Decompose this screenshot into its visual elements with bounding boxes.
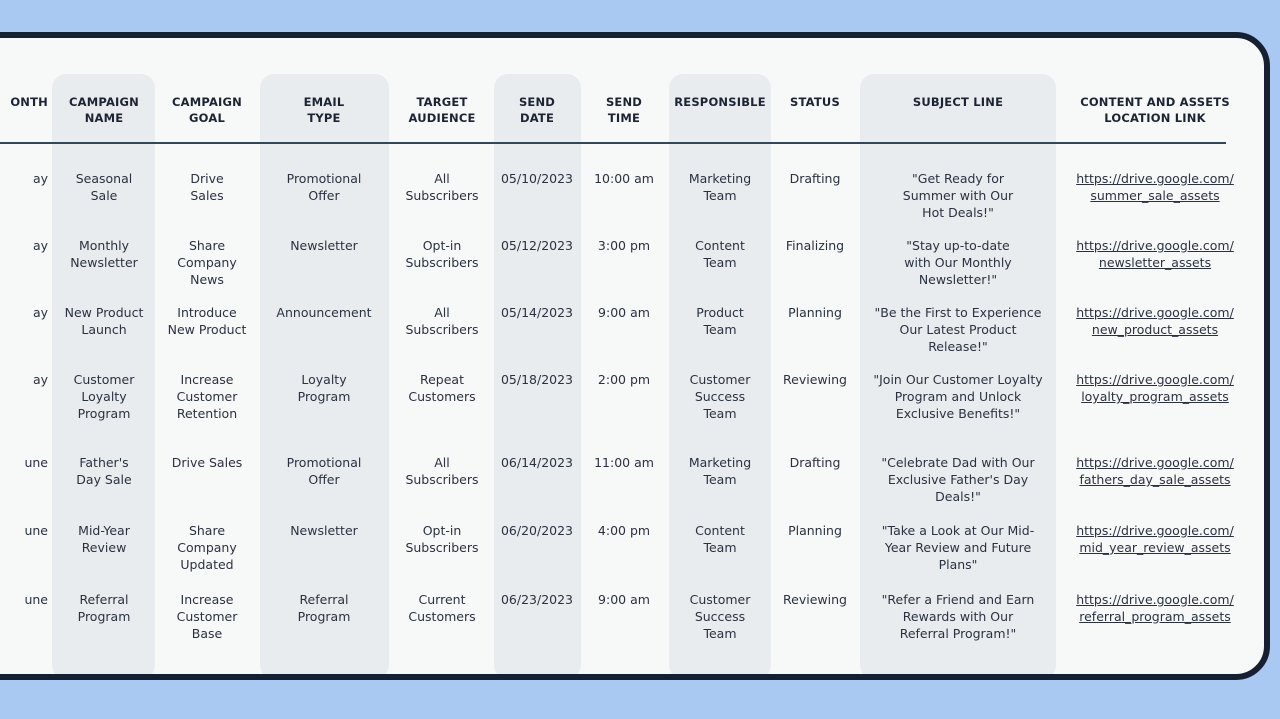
cell-name: New Product Launch (64, 305, 144, 337)
cell-type: Newsletter (290, 523, 358, 538)
cell-goal: Introduce New Product (167, 305, 247, 337)
cell-goal: Drive Sales (171, 455, 243, 470)
cell-type: Newsletter (290, 238, 358, 253)
cell-resp: Content Team (695, 523, 745, 555)
cell-resp: Customer Success Team (689, 592, 751, 641)
cell-month: ay (32, 171, 48, 186)
cell-audience: Repeat Customers (408, 372, 476, 404)
asset-link[interactable]: https://drive.google.com/ summer_sale_assets (1076, 171, 1234, 203)
campaign-table-card (0, 32, 1270, 680)
cell-subject: "Take a Look at Our Mid- Year Review and Future Plans" (881, 523, 1035, 572)
asset-link[interactable]: https://drive.google.com/ mid_year_review_assets (1076, 523, 1234, 555)
cell-status: Reviewing (783, 592, 847, 607)
cell-time: 3:00 pm (597, 238, 651, 253)
column-header-goal: CAMPAIGN GOAL (172, 95, 242, 125)
column-header-resp: RESPONSIBLE (674, 95, 766, 109)
cell-month: une (24, 455, 48, 470)
cell-type: Promotional Offer (286, 171, 362, 203)
cell-date: 05/12/2023 (500, 238, 574, 253)
cell-audience: Current Customers (408, 592, 476, 624)
cell-goal: Share Company Updated (177, 523, 237, 572)
cell-audience: All Subscribers (405, 455, 479, 487)
asset-link[interactable]: https://drive.google.com/ new_product_assets (1076, 305, 1234, 337)
column-header-subject: SUBJECT LINE (912, 95, 1004, 109)
cell-resp: Marketing Team (688, 455, 752, 487)
cell-name: Monthly Newsletter (70, 238, 138, 270)
cell-date: 06/14/2023 (500, 455, 574, 470)
cell-status: Planning (788, 305, 842, 320)
cell-goal: Increase Customer Base (176, 592, 238, 641)
cell-date: 06/23/2023 (500, 592, 574, 607)
cell-name: Customer Loyalty Program (73, 372, 135, 421)
cell-type: Loyalty Program (297, 372, 351, 404)
cell-month: une (24, 592, 48, 607)
cell-time: 4:00 pm (597, 523, 651, 538)
cell-goal: Drive Sales (190, 171, 224, 203)
cell-month: ay (32, 372, 48, 387)
cell-date: 05/10/2023 (500, 171, 574, 186)
cell-month: ay (32, 238, 48, 253)
cell-name: Referral Program (77, 592, 131, 624)
cell-audience: Opt-in Subscribers (405, 238, 479, 270)
cell-goal: Increase Customer Retention (176, 372, 238, 421)
cell-audience: All Subscribers (405, 171, 479, 203)
cell-type: Referral Program (297, 592, 351, 624)
cell-month: ay (32, 305, 48, 320)
column-header-name: CAMPAIGN NAME (69, 95, 139, 125)
cell-time: 9:00 am (598, 305, 650, 320)
cell-month: une (24, 523, 48, 538)
cell-time: 11:00 am (594, 455, 654, 470)
header-divider (0, 142, 1226, 144)
cell-date: 05/18/2023 (500, 372, 574, 387)
cell-date: 05/14/2023 (500, 305, 574, 320)
cell-status: Drafting (789, 455, 841, 470)
cell-time: 2:00 pm (597, 372, 651, 387)
cell-time: 9:00 am (598, 592, 650, 607)
column-header-type: EMAIL TYPE (303, 95, 345, 125)
cell-time: 10:00 am (594, 171, 654, 186)
cell-status: Drafting (789, 171, 841, 186)
column-header-audience: TARGET AUDIENCE (408, 95, 476, 125)
cell-name: Seasonal Sale (75, 171, 133, 203)
cell-goal: Share Company News (177, 238, 237, 287)
cell-type: Announcement (276, 305, 372, 320)
cell-status: Reviewing (783, 372, 847, 387)
cell-date: 06/20/2023 (500, 523, 574, 538)
asset-link[interactable]: https://drive.google.com/ newsletter_assets (1076, 238, 1234, 270)
cell-audience: Opt-in Subscribers (405, 523, 479, 555)
cell-resp: Content Team (695, 238, 745, 270)
cell-name: Father's Day Sale (76, 455, 132, 487)
cell-subject: "Refer a Friend and Earn Rewards with Our Referral Program!" (881, 592, 1035, 641)
cell-subject: "Be the First to Experience Our Latest Product Release!" (874, 305, 1042, 354)
asset-link[interactable]: https://drive.google.com/ referral_program_assets (1076, 592, 1234, 624)
column-header-link: CONTENT AND ASSETS LOCATION LINK (1080, 95, 1230, 125)
cell-subject: "Join Our Customer Loyalty Program and Unlock Exclusive Benefits!" (873, 372, 1043, 421)
cell-subject: "Stay up-to-date with Our Monthly Newsletter!" (904, 238, 1012, 287)
cell-status: Planning (788, 523, 842, 538)
cell-type: Promotional Offer (286, 455, 362, 487)
cell-resp: Customer Success Team (689, 372, 751, 421)
column-header-month: ONTH (10, 95, 48, 109)
asset-link[interactable]: https://drive.google.com/ loyalty_program_assets (1076, 372, 1234, 404)
asset-link[interactable]: https://drive.google.com/ fathers_day_sale_assets (1076, 455, 1234, 487)
cell-resp: Product Team (696, 305, 744, 337)
cell-subject: "Get Ready for Summer with Our Hot Deals!" (902, 171, 1014, 220)
cell-subject: "Celebrate Dad with Our Exclusive Father's Day Deals!" (881, 455, 1035, 504)
cell-audience: All Subscribers (405, 305, 479, 337)
column-header-status: STATUS (790, 95, 840, 109)
cell-name: Mid-Year Review (78, 523, 130, 555)
cell-resp: Marketing Team (688, 171, 752, 203)
cell-status: Finalizing (785, 238, 845, 253)
column-header-date: SEND DATE (518, 95, 556, 125)
column-header-time: SEND TIME (605, 95, 643, 125)
